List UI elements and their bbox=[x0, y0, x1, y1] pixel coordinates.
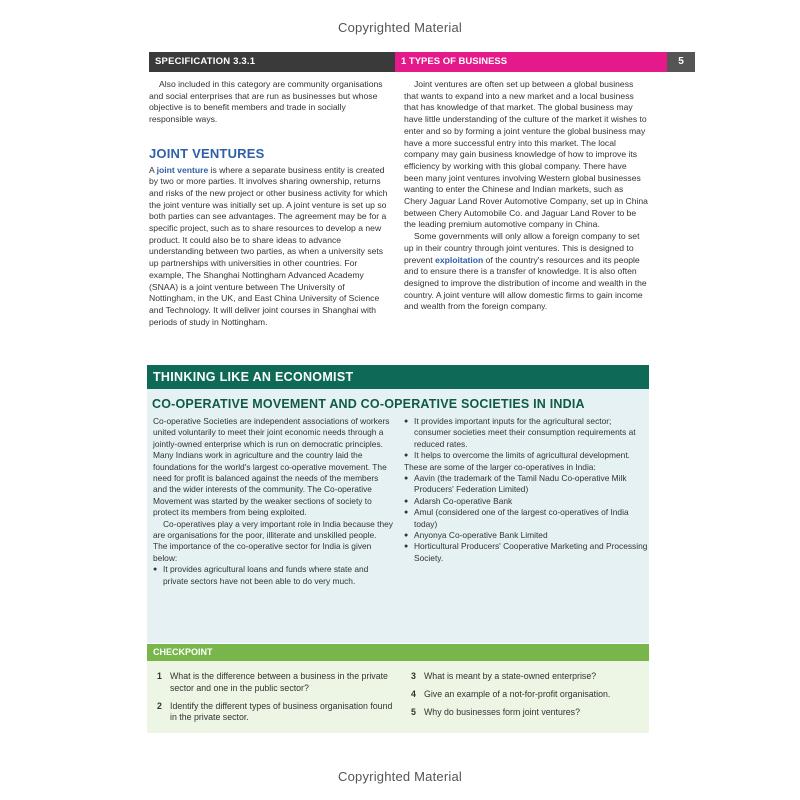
list-item: ● It helps to overcome the limits of agricultural development. bbox=[404, 450, 648, 461]
page-number: 5 bbox=[667, 52, 695, 72]
section-title bbox=[395, 52, 695, 72]
government-paragraph bbox=[404, 231, 648, 313]
checkpoint-question bbox=[411, 671, 647, 683]
p2-post: of the country's resources and its people and to ensure there is a transfer of knowledge. It is also often designed to improve the distribution of income and wealth in the country. A joint venture will allow domestic firms to gain income and wealth from the foreign company. bbox=[404, 254, 647, 312]
list-item: ● It provides important inputs for the agricultural sector; consumer societies meet their consumption requirements at reduced rates. bbox=[404, 416, 648, 450]
co-operative-right-column bbox=[404, 416, 648, 564]
question-number: 3 bbox=[411, 671, 416, 681]
importance-list-right bbox=[404, 416, 648, 462]
checkpoint-question bbox=[157, 701, 393, 725]
list-item: ● Aavin (the trademark of the Tamil Nadu Co-operative Milk Producers' Federation Limited) bbox=[404, 473, 648, 496]
joint-venture-global-paragraph: Joint ventures are often set up between a global business that wants to expand into a new market and a local business that has knowledge of that market. The global business may have little understanding of the culture of the market it wishes to enter and so by forming a joint venture the global business may have a more successful entry into this market. The local company may gain business knowledge of how to improve its efficiency by working with this global company. There have been many joint ventures involving Western global businesses wanting to enter the Chinese and Indian markets, such as Chery Jaguar Land Rover Automotive Company, set up in China between Chery Automobile Co. and Jaguar Land Rover to be the leading premium automotive company in China. bbox=[404, 79, 648, 230]
co-operative-left-column bbox=[153, 416, 393, 587]
question-text: What is the difference between a business in the private sector and one in the public sector? bbox=[170, 671, 388, 693]
list-item: ● Amul (considered one of the largest co-operatives of India today) bbox=[404, 507, 648, 530]
checkpoint-bar: CHECKPOINT bbox=[147, 644, 649, 661]
list-item: ● It provides agricultural loans and funds where state and private sectors have not been able to do very much. bbox=[153, 564, 393, 587]
importance-list-left bbox=[153, 564, 393, 587]
p1-pre: A bbox=[149, 164, 157, 175]
list-item: ● Adarsh Co-operative Bank bbox=[404, 496, 648, 507]
question-number: 4 bbox=[411, 688, 416, 699]
question-text: What is meant by a state-owned enterprise? bbox=[424, 671, 597, 681]
section-header-bar bbox=[149, 52, 695, 72]
question-number: 2 bbox=[157, 700, 162, 711]
checkpoint-question bbox=[157, 671, 393, 695]
joint-venture-definition-paragraph bbox=[149, 165, 389, 329]
larger-co-operatives-intro: These are some of the larger co-operatives in India: bbox=[404, 461, 596, 472]
section-title-text: 1 TYPES OF BUSINESS bbox=[401, 56, 508, 67]
question-text: Give an example of a not-for-profit organisation. bbox=[424, 688, 611, 699]
key-term-joint-venture: joint venture bbox=[156, 164, 209, 175]
p2-pre: Some governments will only allow a foreign company to set up in their country through joint ventures. This is designed to prevent bbox=[404, 231, 640, 265]
intro-paragraph: Also included in this category are community organisations and social enterprises that are run as businesses but whose objective is to benefit members and trade in socially responsible ways. bbox=[149, 79, 383, 125]
copyright-top: Copyrighted Material bbox=[338, 20, 462, 35]
specification-label: SPECIFICATION 3.3.1 bbox=[149, 52, 395, 72]
checkpoint-question bbox=[411, 689, 647, 701]
question-text: Identify the different types of business organisation found in the private sector. bbox=[170, 700, 393, 723]
co-operative-paragraph-2: Co-operatives play a very important role in India because they are organisations for the poor, illiterate and unskilled people. The importance of the co-operative sector for India is given below: bbox=[153, 518, 393, 563]
question-text: Why do businesses form joint ventures? bbox=[424, 706, 580, 717]
checkpoint-right-column bbox=[411, 671, 647, 724]
p1-post: is where a separate business entity is created by two or more parties. It involves sharing ownership, returns and risks of the new project or other business activity for which the joint venture was initially set up. A joint venture is set up so both parties can see advantages. The agreement may be for a specific project, such as to share resources to develop a new product. It could also be to share ideas to advance understanding between two parties, as when a university sets up partnerships with universities in other countries. For example, The Shanghai Nottingham Advanced Academy (SNAA) is a joint venture between The University of Nottingham, in the UK, and East China University of Science and Technology. It will deliver joint courses in Shanghai with periods of study in Nottingham. bbox=[149, 164, 388, 327]
question-number: 5 bbox=[411, 706, 416, 717]
left-text-column bbox=[149, 79, 389, 328]
checkpoint-left-column bbox=[157, 671, 393, 730]
thinking-like-an-economist-bar: THINKING LIKE AN ECONOMIST bbox=[147, 365, 649, 389]
checkpoint-question bbox=[411, 707, 647, 719]
co-operative-paragraph-1: Co-operative Societies are independent associations of workers united voluntarily to meet their joint economic needs through a jointly-owned enterprise which is run on democratic principles. Many Indians work in agriculture and the country laid the foundations for the world's largest co-operative movement. The need for profit is balanced against the needs of the members and the wider interests of the community. The Co-operative Movement was started by the weaker sections of society to protect its members from being exploited. bbox=[153, 416, 390, 518]
list-item: ● Horticultural Producers' Cooperative Marketing and Processing Society. bbox=[404, 541, 648, 564]
key-term-exploitation: exploitation bbox=[435, 254, 484, 265]
list-item: ● Anyonya Co-operative Bank Limited bbox=[404, 530, 648, 541]
copyright-bottom: Copyrighted Material bbox=[338, 769, 462, 784]
joint-ventures-heading: JOINT VENTURES bbox=[149, 145, 265, 161]
question-number: 1 bbox=[157, 671, 162, 681]
right-text-column bbox=[404, 79, 648, 313]
co-operative-heading: CO-OPERATIVE MOVEMENT AND CO-OPERATIVE SOCIETIES IN INDIA bbox=[152, 397, 585, 411]
larger-co-operatives-list bbox=[404, 473, 648, 564]
